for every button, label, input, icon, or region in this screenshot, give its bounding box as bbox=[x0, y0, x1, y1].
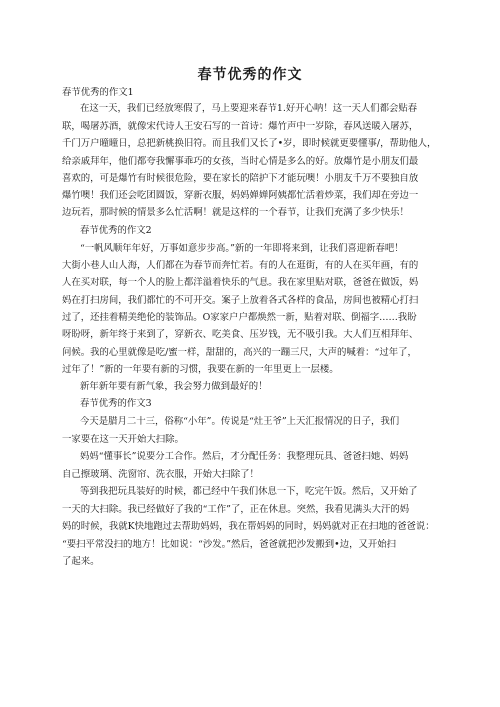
text-line: 喜欢的，可是爆竹有时候很危险，要在家长的陪护下才能玩噢！小朋友千万不要独自放 bbox=[62, 173, 419, 184]
text-line: 问候。我的心里就像是吃/蜜一样，甜甜的，高兴的一蹦三尺，大声的喊着：“过年了， bbox=[62, 347, 417, 358]
text-line: 大街小巷人山人海，人们都在为春节而奔忙若。有的人在逛街，有的人在买年画，有的 bbox=[62, 260, 419, 271]
text-line: 呀盼呀，新年终于来到了，穿新衣、吃美食、压岁钱，无不吸引我。大人们互相拜年、 bbox=[62, 329, 419, 340]
text-line: 给亲戚拜年，他们都夸我懈事乖巧的女孩，当时心情是多么的好。放爆竹是小朋友们最 bbox=[62, 156, 419, 167]
text-line: 爆竹噢！我们还会吃团圆饭，穿新衣服，妈妈婵婵阿姨都忙活着炒菜，我们却在旁边一 bbox=[62, 190, 419, 201]
text-line: 今天是腊月二十三，俗称“小年”。传说是“灶王爷”上天汇报情况的日子，我们 bbox=[80, 416, 400, 427]
text-line: 一天的大扫除。我已经做好了我的“工作”了，正在休息。突然，我看见满头大汗的妈 bbox=[62, 504, 410, 515]
text-line: 联，喝屠苏酒，就像宋代诗人王安石写的一首诗：爆竹声中一岁除，春风送暖入屠苏， bbox=[62, 121, 419, 132]
text-line: 人在买对联，每一个人的脸上都洋溢着快乐的气息。我在家里贴对联，爸爸在做饭，妈 bbox=[62, 277, 419, 288]
text-line: 妈妈“懂事长”说要分工合作。然后，才分配任务：我整理玩具、爸爸扫她、妈妈 bbox=[80, 451, 409, 462]
text-line: 妈的时候，我就K快地跑过去帮助妈妈，我在帮妈妈的同时，妈妈就对正在扫地的爸爸说： bbox=[62, 521, 435, 532]
text-line: 过年了！”新的一年要有新的习惯，我要在新的一年里更上一层楼。 bbox=[62, 364, 339, 375]
section-heading-3: 春节优秀的作文3 bbox=[80, 398, 152, 409]
text-line: 千门万户曈曈日，总把新桃换旧符。而且我们又长了•岁，即时候就更要懂事/，帮助他人， bbox=[62, 138, 437, 149]
text-line: “要扫平常没扫的地方！比如说：“沙发。”然后，爸爸就把沙发搬到•边，又开始扫 bbox=[62, 539, 396, 550]
text-line: “一帆风顺年年好，万事如意步步高。”新的一年即将来到，让我们喜迎新春吧！ bbox=[80, 243, 404, 254]
text-line: 新年新年要有新气象，我会努力做到最好的！ bbox=[80, 381, 268, 392]
text-line: 边玩若，那时候的情景多么忙活啊！就是这样的一个春节，让我们充满了多少快乐！ bbox=[62, 207, 409, 218]
page-title: 春节优秀的作文 bbox=[197, 67, 303, 83]
text-line: 在这一天，我们已经放寒假了，马上要迎来春节1.好开心呐！这一天人们都会贴春 bbox=[80, 103, 418, 114]
text-line: 等到我把玩具装好的时候，都已经中午我们休息一下，吃完午饭。然后，又开始了 bbox=[80, 486, 418, 497]
text-line: 妈在打扫房间，我们都忙的不可开交。案子上放着各式各样的食品，房间也被精心打扫 bbox=[62, 295, 419, 306]
text-line: 过了，还挂着精美绝伦的装饰品。O家家户户都焕然一新，贴着对联、倒福字……我盼 bbox=[62, 312, 417, 323]
section-heading-2: 春节优秀的作文2 bbox=[80, 225, 152, 236]
section-heading-1: 春节优秀的作文1 bbox=[62, 87, 134, 98]
text-line: 了起来。 bbox=[62, 556, 100, 567]
text-line: 一家要在这一天开始大扫除。 bbox=[62, 434, 184, 445]
text-line: 自己擦玻璃、洗窗帘、洗衣服，开始大扫除了！ bbox=[62, 469, 259, 480]
